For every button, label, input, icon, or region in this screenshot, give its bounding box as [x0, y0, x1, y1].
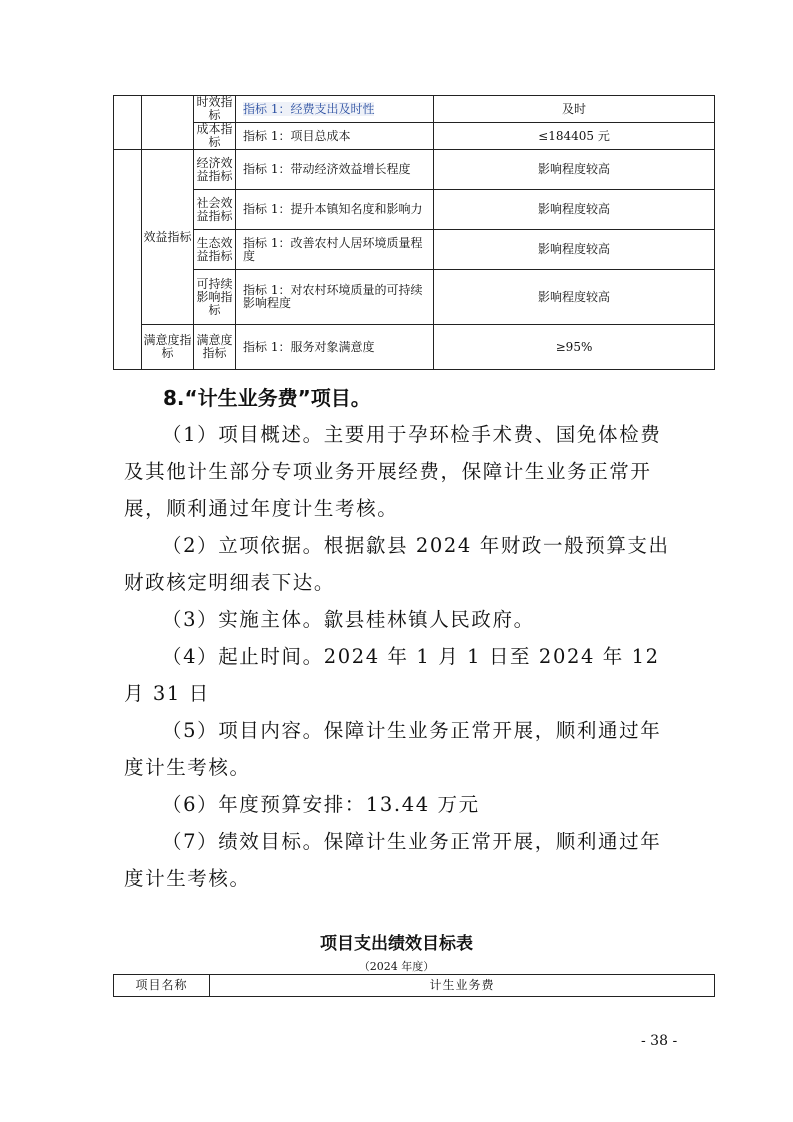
paragraph-overview: （1）项目概述。主要用于孕环检手术费、国免体检费及其他计生部分专项业务开展经费，保障计生业务正常开展，顺利通过年度计生考核。	[124, 423, 662, 520]
level3-cell: 生态效益指标	[194, 230, 236, 270]
level3-cell: 可持续影响指标	[194, 270, 236, 325]
paragraph-implementer: （3）实施主体。歙县桂林镇人民政府。	[162, 608, 535, 631]
paragraph-budget: （6）年度预算安排：13.44 万元	[162, 793, 480, 816]
table-row	[114, 975, 715, 997]
project-name-value: 计生业务费	[210, 975, 715, 997]
target-value-cell: 影响程度较高	[434, 270, 715, 325]
table-subtitle: （2024 年度）	[358, 960, 435, 973]
indicator-cell: 指标 1：服务对象满意度	[236, 325, 434, 370]
paragraph-content: （5）项目内容。保障计生业务正常开展，顺利通过年度计生考核。	[124, 719, 662, 779]
page-number: - 38 -	[641, 1033, 678, 1049]
table-row	[114, 325, 715, 370]
paragraph-basis: （2）立项依据。根据歙县 2024 年财政一般预算支出财政核定明细表下达。	[124, 534, 670, 594]
level1-cell	[114, 150, 142, 370]
target-value-cell: 及时	[434, 96, 715, 123]
target-value-cell: 影响程度较高	[434, 230, 715, 270]
indicator-cell	[236, 96, 434, 123]
table-row	[114, 123, 715, 150]
indicator-cell: 指标 1：改善农村人居环境质量程度	[236, 230, 434, 270]
indicator-text: 指标 1：经费支出及时性	[243, 101, 375, 116]
table-row	[114, 96, 715, 123]
indicator-cell: 指标 1：提升本镇知名度和影响力	[236, 190, 434, 230]
level2-group-cell	[142, 96, 194, 150]
performance-indicator-table	[113, 95, 715, 370]
level3-cell: 成本指标	[194, 123, 236, 150]
satisfaction-group-cell: 满意度指标	[142, 325, 194, 370]
table-title: 项目支出绩效目标表	[320, 934, 473, 954]
target-value-cell: 影响程度较高	[434, 190, 715, 230]
level3-cell: 满意度指标	[194, 325, 236, 370]
level3-cell: 社会效益指标	[194, 190, 236, 230]
table-row	[114, 230, 715, 270]
target-value-cell: ≥95%	[434, 325, 715, 370]
paragraph-period: （4）起止时间。2024 年 1 月 1 日至 2024 年 12 月 31 日	[124, 645, 660, 705]
benefit-group-cell: 效益指标	[142, 150, 194, 325]
target-value-cell: ≤184405 元	[434, 123, 715, 150]
paragraph-goal: （7）绩效目标。保障计生业务正常开展，顺利通过年度计生考核。	[124, 830, 662, 890]
table-row	[114, 190, 715, 230]
indicator-cell: 指标 1：项目总成本	[236, 123, 434, 150]
level3-cell: 时效指标	[194, 96, 236, 123]
project-name-label: 项目名称	[114, 975, 210, 997]
section-heading: 8.“计生业务费”项目。	[163, 386, 371, 410]
target-value-cell: 影响程度较高	[434, 150, 715, 190]
level3-cell: 经济效益指标	[194, 150, 236, 190]
table-row	[114, 150, 715, 190]
level1-cell	[114, 96, 142, 150]
project-target-table	[113, 974, 715, 997]
indicator-cell: 指标 1：带动经济效益增长程度	[236, 150, 434, 190]
table-row	[114, 270, 715, 325]
indicator-cell: 指标 1：对农村环境质量的可持续影响程度	[236, 270, 434, 325]
